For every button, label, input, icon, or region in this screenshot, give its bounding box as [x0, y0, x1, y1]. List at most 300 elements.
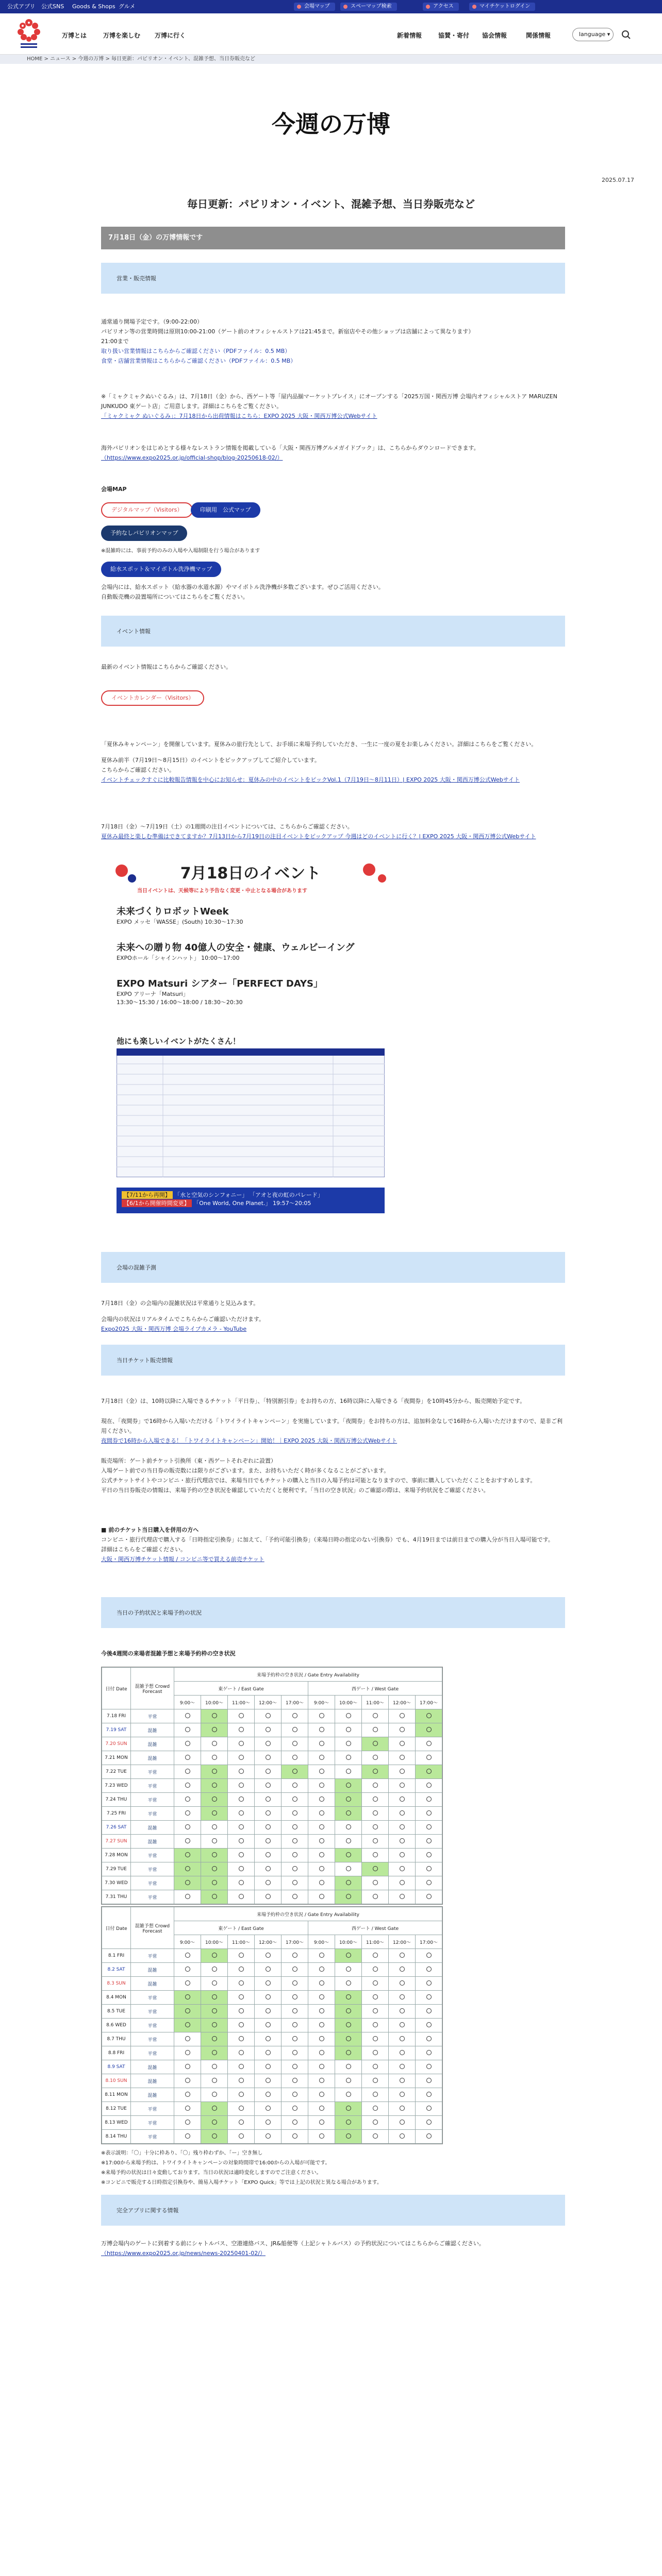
availability-cell	[255, 2116, 282, 2130]
circle-icon	[185, 1824, 190, 1829]
nav-related[interactable]: 関係情報	[526, 32, 551, 39]
circle-icon	[426, 1980, 432, 1986]
hours-line: 通常通り開場予定です。（9:00-22:00）	[101, 318, 203, 325]
circle-icon	[346, 1783, 351, 1788]
circle-icon	[346, 2036, 351, 2041]
availability-cell	[308, 2032, 335, 2046]
hours-section-bar	[101, 263, 565, 294]
circle-icon	[185, 2036, 190, 2041]
circle-icon	[239, 2022, 244, 2027]
expo-logo[interactable]	[14, 18, 43, 50]
availability-cell	[174, 1723, 201, 1737]
circle-icon	[346, 2022, 351, 2027]
availability-cell	[255, 1779, 282, 1793]
event-calendar-button[interactable]: イベントカレンダー（Visitors）	[101, 690, 204, 706]
table-row	[102, 1963, 442, 1977]
time-slot-header: 12:00〜	[255, 1696, 282, 1709]
table-row	[102, 1765, 442, 1779]
availability-cell	[282, 1765, 308, 1779]
events-text: 最新のイベント情報はこちらからご確認ください。	[101, 664, 231, 670]
availability-cell	[201, 1835, 228, 1849]
date-cell: 8.12 TUE	[102, 2102, 131, 2116]
availability-cell	[282, 2032, 308, 2046]
table-row	[102, 1977, 442, 1991]
no-reservation-map-button[interactable]: 予約なしパビリオンマップ	[101, 526, 187, 541]
util-link-sns[interactable]: 公式SNS	[41, 3, 64, 10]
circle-icon	[239, 1810, 244, 1816]
circle-icon	[373, 2050, 378, 2055]
search-icon	[343, 5, 347, 9]
circle-icon	[319, 1994, 324, 1999]
availability-cell	[174, 2074, 201, 2088]
availability-cell	[389, 2060, 416, 2074]
circle-icon	[373, 1713, 378, 1718]
crowd-forecast-cell: 平常	[131, 1890, 174, 1904]
circle-icon	[426, 1852, 432, 1857]
availability-cell	[308, 1765, 335, 1779]
tickets-section-label: 当日チケット販売情報	[117, 1357, 173, 1364]
weekly-line: 7月18日（金）〜7月19日（土）の1週間の注目イベントについては、こちらからご確認ください。	[101, 823, 353, 830]
availability-cell	[335, 1991, 362, 2005]
circle-icon	[319, 1769, 324, 1774]
availability-cell	[174, 2060, 201, 2074]
availability-cell	[362, 1765, 389, 1779]
availability-cell	[416, 1862, 442, 1876]
date-cell: 7.26 SAT	[102, 1821, 131, 1835]
availability-cell	[255, 1876, 282, 1890]
circle-icon	[239, 2120, 244, 2125]
availability-cell	[308, 1876, 335, 1890]
availability-cell	[389, 2130, 416, 2144]
circle-icon	[212, 1741, 217, 1746]
util-link-app[interactable]: 公式アプリ	[7, 3, 36, 10]
circle-icon	[212, 1713, 217, 1718]
circle-icon	[319, 1783, 324, 1788]
time-slot-header: 9:00〜	[174, 1935, 201, 1949]
circle-icon	[346, 2106, 351, 2111]
table-row	[102, 2116, 442, 2130]
space-map-pill-label: スペーマップ検索	[351, 4, 392, 9]
flyer-bottom-text: 【6/1から開催時間変更】	[122, 1199, 192, 1207]
crowd-forecast-cell: 混雑	[131, 1821, 174, 1835]
nav-about-expo[interactable]: 万博とは	[62, 32, 87, 39]
availability-cell	[201, 1807, 228, 1821]
circle-icon	[239, 2064, 244, 2069]
availability-cell	[308, 2019, 335, 2032]
circle-icon	[292, 1769, 297, 1774]
circle-icon	[266, 1824, 271, 1829]
availability-cell	[335, 1709, 362, 1723]
print-map-button[interactable]: 印刷用 公式マップ	[191, 502, 260, 518]
availability-cell	[201, 2019, 228, 2032]
availability-cell	[228, 1849, 255, 1862]
availability-cell	[174, 1793, 201, 1807]
circle-icon	[212, 2120, 217, 2125]
availability-cell	[201, 1949, 228, 1963]
events-section-label: イベント情報	[117, 628, 151, 635]
availability-cell	[228, 2060, 255, 2074]
crowd-forecast-cell: 平常	[131, 2019, 174, 2032]
availability-cell	[255, 2102, 282, 2116]
circle-icon	[185, 1755, 190, 1760]
availability-cell	[174, 2032, 201, 2046]
circle-icon	[266, 1980, 271, 1986]
hours-line: 21:00まで	[101, 338, 129, 345]
summer-line: こちらからご確認ください。	[101, 767, 175, 773]
circle-icon	[426, 2008, 432, 2013]
twilight-link[interactable]: 夜間券で16時から入場できる！「トワイライトキャンペーン」開始！｜EXPO 2025 大阪・関西万博公式Webサイト	[101, 1437, 398, 1444]
availability-cell	[228, 1765, 255, 1779]
circle-icon	[346, 2133, 351, 2139]
circle-icon	[185, 1838, 190, 1843]
availability-cell	[174, 1821, 201, 1835]
time-slot-header: 12:00〜	[389, 1935, 416, 1949]
availability-cell	[362, 2005, 389, 2019]
nav-enjoy-expo[interactable]: 万博を楽しむ	[103, 32, 141, 39]
table-row	[102, 2060, 442, 2074]
availability-cell	[362, 1723, 389, 1737]
crowd-forecast-cell: 混雑	[131, 2060, 174, 2074]
availability-cell	[308, 1779, 335, 1793]
vending-link[interactable]: 自動販売機の設置場所についてはこちらをご覧ください。	[101, 594, 249, 600]
availability-cell	[282, 1723, 308, 1737]
circle-icon	[292, 2078, 297, 2083]
crowd-forecast-cell: 平常	[131, 1779, 174, 1793]
availability-cell	[389, 1963, 416, 1977]
availability-cell	[255, 2019, 282, 2032]
table-row	[102, 1890, 442, 1904]
language-select[interactable]: language ▾	[572, 28, 614, 41]
circle-icon	[373, 1980, 378, 1986]
weekly-link[interactable]: 夏休み最終と楽しむ準備はできてますか？7月13日から7月19日の注目イベントをピックアップ 今週はどのイベントに行く？| EXPO 2025 大阪・関西万博公式Webサイト	[101, 833, 536, 840]
circle-icon	[346, 1980, 351, 1986]
language-label: language	[579, 31, 606, 38]
circle-icon	[212, 1967, 217, 1972]
circle-icon	[373, 2008, 378, 2013]
circle-icon	[346, 1967, 351, 1972]
availability-cell	[416, 1890, 442, 1904]
circle-icon	[346, 1769, 351, 1774]
circle-icon	[426, 1741, 432, 1746]
availability-cell	[255, 2032, 282, 2046]
circle-icon	[400, 2064, 405, 2069]
circle-icon	[212, 1797, 217, 1802]
circle-icon	[319, 1967, 324, 1972]
availability-cell	[308, 1963, 335, 1977]
circle-icon	[400, 1713, 405, 1718]
search-icon[interactable]	[619, 28, 634, 41]
circle-icon	[239, 1824, 244, 1829]
date-cell: 8.7 THU	[102, 2032, 131, 2046]
availability-cell	[282, 1737, 308, 1751]
circle-icon	[319, 2064, 324, 2069]
availability-cell	[335, 1765, 362, 1779]
availability-cell	[335, 1949, 362, 1963]
circle-icon	[426, 1797, 432, 1802]
crowd-forecast-cell: 平常	[131, 2102, 174, 2116]
date-cell: 7.19 SAT	[102, 1723, 131, 1737]
circle-icon	[266, 1852, 271, 1857]
circle-icon	[212, 1838, 217, 1843]
availability-cell	[282, 1977, 308, 1991]
table-row	[102, 2005, 442, 2019]
circle-icon	[319, 2078, 324, 2083]
flyer-more: 他にも楽しいイベントがたくさん！	[117, 1037, 241, 1046]
date-cell: 7.21 MON	[102, 1751, 131, 1765]
circle-icon	[400, 1980, 405, 1986]
availability-cell	[335, 2019, 362, 2032]
table-row	[102, 1737, 442, 1751]
circle-icon	[266, 1994, 271, 1999]
congestion-line: 7月18日（金）の会場内の混雑状況は平常通りと見込みます。	[101, 1300, 259, 1307]
availability-cell	[389, 2032, 416, 2046]
plush-link[interactable]: 「ミャクミャク ぬいぐるみ」：7月18日から出荷情報はこちら：EXPO 2025 大阪・関西万博公式Webサイト	[101, 413, 377, 419]
hours-pdf-link[interactable]: 取り扱い営業情報はこちらからご確認ください（PDFファイル：0.5 MB）	[101, 348, 291, 354]
availability-cell	[362, 1807, 389, 1821]
summer-line: 夏休み前半（7月19日〜8月15日）のイベントをピックアップしてご紹介しています。	[101, 757, 320, 764]
table-row	[102, 2074, 442, 2088]
access-pill-label: アクセス	[433, 4, 454, 9]
circle-icon	[426, 2120, 432, 2125]
circle-icon	[292, 1713, 297, 1718]
circle-icon	[400, 2092, 405, 2097]
event-flyer-image	[101, 855, 400, 1247]
access-pill[interactable]	[423, 3, 459, 11]
circle-icon	[319, 1866, 324, 1871]
util-link-goods[interactable]: Goods & Shops	[72, 3, 115, 10]
availability-cell	[255, 1849, 282, 1862]
crowd-forecast-cell: 平常	[131, 1709, 174, 1723]
breadcrumb[interactable]: HOME > ニュース > 今週の万博 > 毎日更新：パビリオン・イベント、混雑予想、当日券販売など	[0, 55, 662, 64]
circle-icon	[400, 2078, 405, 2083]
date-cell: 8.2 SAT	[102, 1963, 131, 1977]
availability-cell	[174, 1779, 201, 1793]
col-date-header: 日付 Date	[102, 1907, 131, 1949]
availability-cell	[335, 1779, 362, 1793]
circle-icon	[292, 1866, 297, 1871]
circle-icon	[400, 1852, 405, 1857]
circle-icon	[292, 1727, 297, 1732]
availability-cell	[389, 1862, 416, 1876]
availability-cell	[228, 1751, 255, 1765]
table-row	[102, 1779, 442, 1793]
page-title: 今週の万博	[272, 110, 390, 138]
availability-cell	[282, 1807, 308, 1821]
date-cell: 7.30 WED	[102, 1876, 131, 1890]
reservation-section-label: 当日の予約状況と来場予約の状況	[117, 1609, 202, 1616]
circle-icon	[212, 2106, 217, 2111]
crowd-forecast-cell: 混雑	[131, 1963, 174, 1977]
circle-icon	[292, 1852, 297, 1857]
circle-icon	[426, 2050, 432, 2055]
availability-cell	[308, 1821, 335, 1835]
space-map-pill[interactable]	[340, 3, 397, 11]
availability-cell	[362, 1963, 389, 1977]
circle-icon	[319, 1838, 324, 1843]
circle-icon	[239, 1967, 244, 1972]
availability-cell	[416, 1963, 442, 1977]
availability-cell	[389, 2102, 416, 2116]
availability-cell	[416, 2102, 442, 2116]
circle-icon	[426, 1769, 432, 1774]
crowd-forecast-cell: 混雑	[131, 1723, 174, 1737]
crowd-forecast-cell: 混雑	[131, 1835, 174, 1849]
circle-icon	[292, 1755, 297, 1760]
availability-cell	[282, 2046, 308, 2060]
availability-cell	[335, 2005, 362, 2019]
availability-cell	[362, 1849, 389, 1862]
availability-cell	[228, 1779, 255, 1793]
availability-cell	[335, 2102, 362, 2116]
circle-icon	[239, 1953, 244, 1958]
time-slot-header: 11:00〜	[362, 1696, 389, 1709]
availability-cell	[389, 1765, 416, 1779]
reservation-note: ※来場予約の状況は日々変動しております。当日の状況は適時変化しますのでご注意ください。	[101, 2170, 322, 2176]
availability-cell	[282, 1821, 308, 1835]
circle-icon	[185, 1810, 190, 1816]
table-row	[102, 1793, 442, 1807]
circle-icon	[319, 2092, 324, 2097]
circle-icon	[185, 1866, 190, 1871]
availability-cell	[174, 2088, 201, 2102]
circle-icon	[239, 2092, 244, 2097]
circle-icon	[319, 2120, 324, 2125]
availability-cell	[362, 1876, 389, 1890]
availability-cell	[416, 1977, 442, 1991]
date-cell: 7.24 THU	[102, 1793, 131, 1807]
circle-icon	[400, 1866, 405, 1871]
circle-icon	[346, 2092, 351, 2097]
convenience-link[interactable]: 大阪・関西万博チケット情報 / コンビニ等で買える前売チケット	[101, 1556, 264, 1563]
shops-pdf-link[interactable]: 食堂・店舗営業情報はこちらからご確認ください（PDFファイル：0.5 MB）	[101, 358, 296, 364]
availability-cell	[282, 2130, 308, 2144]
crowd-forecast-cell: 混雑	[131, 2088, 174, 2102]
circle-icon	[373, 2036, 378, 2041]
circle-icon	[373, 1953, 378, 1958]
plush-text: ※「ミャクミャクぬいぐるみ」は、7月18日（金）から、西ゲート等「屋内品揃マーケットプレイス」にオープンする「2025万国・関西万博 会場内オフィシャルストア MARUZEN JUNKUDO 東ゲート店」ご用意します。詳細はこちらをご覧ください。	[101, 393, 557, 410]
availability-cell	[362, 1793, 389, 1807]
tickets-line: 平日の当日券販売の情報は、来場予約の空き状況を確認していただくと便利です。「当日の空き状況」のご確認の際は、来場予約状況をご確認ください。	[101, 1487, 489, 1494]
circle-icon	[292, 2064, 297, 2069]
table-row	[102, 2019, 442, 2032]
col-date-header: 日付 Date	[102, 1668, 131, 1709]
availability-cell	[335, 1821, 362, 1835]
availability-cell	[255, 2130, 282, 2144]
tickets-line: 販売場所：ゲート前チケット引換所（東・西ゲートそれぞれに設置）	[101, 1458, 277, 1464]
circle-icon	[292, 1824, 297, 1829]
availability-cell	[201, 2088, 228, 2102]
tickets-line: 入場ゲート前での当日券の販売数には限りがございます。また、お持ちいただく時が多くなることがございます。	[101, 1467, 390, 1474]
date-cell: 8.3 SUN	[102, 1977, 131, 1991]
availability-cell	[255, 1949, 282, 1963]
circle-icon	[346, 2078, 351, 2083]
circle-icon	[346, 2064, 351, 2069]
availability-cell	[201, 1876, 228, 1890]
availability-cell	[362, 2088, 389, 2102]
circle-icon	[266, 2078, 271, 2083]
availability-cell	[282, 2005, 308, 2019]
availability-cell	[362, 1835, 389, 1849]
circle-icon	[266, 1838, 271, 1843]
availability-cell	[362, 1862, 389, 1876]
circle-icon	[239, 2078, 244, 2083]
availability-cell	[201, 1765, 228, 1779]
nav-sponsor[interactable]: 協賛・寄付	[438, 32, 470, 39]
availability-cell	[389, 1779, 416, 1793]
circle-icon	[426, 2092, 432, 2097]
date-cell: 7.22 TUE	[102, 1765, 131, 1779]
circle-icon	[266, 1866, 271, 1871]
circle-icon	[319, 1727, 324, 1732]
circle-icon	[400, 2106, 405, 2111]
circle-icon	[400, 2120, 405, 2125]
util-link-gourmet[interactable]: グルメ	[119, 3, 136, 10]
availability-cell	[201, 2046, 228, 2060]
nav-visit-expo[interactable]: 万博に行く	[155, 32, 186, 39]
availability-cell	[416, 2019, 442, 2032]
summer-pick-link[interactable]: イベントチェックすぐに比較報告情報を中心にお知らせ：夏休みの中のイベントをピックVol.1（7月19日〜8月11日）| EXPO 2025 大阪・関西万博公式Webサイト	[101, 776, 520, 783]
availability-cell	[201, 2116, 228, 2130]
circle-icon	[400, 1967, 405, 1972]
crowd-forecast-cell: 平常	[131, 1793, 174, 1807]
circle-icon	[292, 1953, 297, 1958]
availability-cell	[416, 1793, 442, 1807]
availability-cell	[335, 1835, 362, 1849]
availability-cell	[308, 2116, 335, 2130]
availability-cell	[282, 1849, 308, 1862]
availability-cell	[282, 1835, 308, 1849]
gourmet-guide-link[interactable]: （https://www.expo2025.or.jp/official-shop/blog-20250618-02/）	[101, 454, 283, 461]
date-cell: 7.25 FRI	[102, 1807, 131, 1821]
availability-cell	[335, 1807, 362, 1821]
circle-icon	[400, 1894, 405, 1899]
availability-cell	[308, 2130, 335, 2144]
circle-icon	[426, 1727, 432, 1732]
availability-cell	[362, 1709, 389, 1723]
availability-cell	[308, 2102, 335, 2116]
flyer-event-name: 未来への贈り物 40億人の安全・健康、ウェルビーイング	[117, 942, 355, 953]
digital-map-button[interactable]: デジタルマップ（Visitors）	[101, 502, 193, 518]
flyer-bottom-text: 「アオと夜の虹のパレード」	[249, 1192, 323, 1198]
availability-cell	[308, 1723, 335, 1737]
nav-association[interactable]: 協会情報	[482, 32, 507, 39]
crowd-forecast-cell: 平常	[131, 2005, 174, 2019]
availability-cell	[389, 1821, 416, 1835]
circle-icon	[373, 1727, 378, 1732]
my-ticket-pill[interactable]	[469, 3, 535, 11]
livecam-link[interactable]: Expo2025 大阪・関西万博 会場ライブカメラ - YouTube	[101, 1326, 247, 1332]
availability-cell	[282, 2019, 308, 2032]
circle-icon	[292, 1980, 297, 1986]
availability-cell	[201, 1849, 228, 1862]
water-station-map-button[interactable]: 給水スポット＆マイボトル洗浄機マップ	[101, 562, 221, 577]
availability-cell	[255, 1963, 282, 1977]
flyer-place-text: EXPO アリーナ「Matsuri」	[117, 991, 189, 997]
availability-cell	[335, 1849, 362, 1862]
circle-icon	[266, 1953, 271, 1958]
circle-icon	[346, 1727, 351, 1732]
nav-news[interactable]: 新着情報	[397, 32, 422, 39]
circle-icon	[266, 1783, 271, 1788]
circle-icon	[266, 1769, 271, 1774]
availability-cell	[335, 1793, 362, 1807]
map-pill[interactable]	[294, 3, 335, 11]
circle-icon	[426, 1810, 432, 1816]
pavilion-link[interactable]: （https://www.expo2025.or.jp/news/news-20250401-02/）	[101, 2250, 266, 2257]
availability-cell	[201, 1890, 228, 1904]
availability-cell	[228, 1723, 255, 1737]
availability-cell	[201, 2102, 228, 2116]
